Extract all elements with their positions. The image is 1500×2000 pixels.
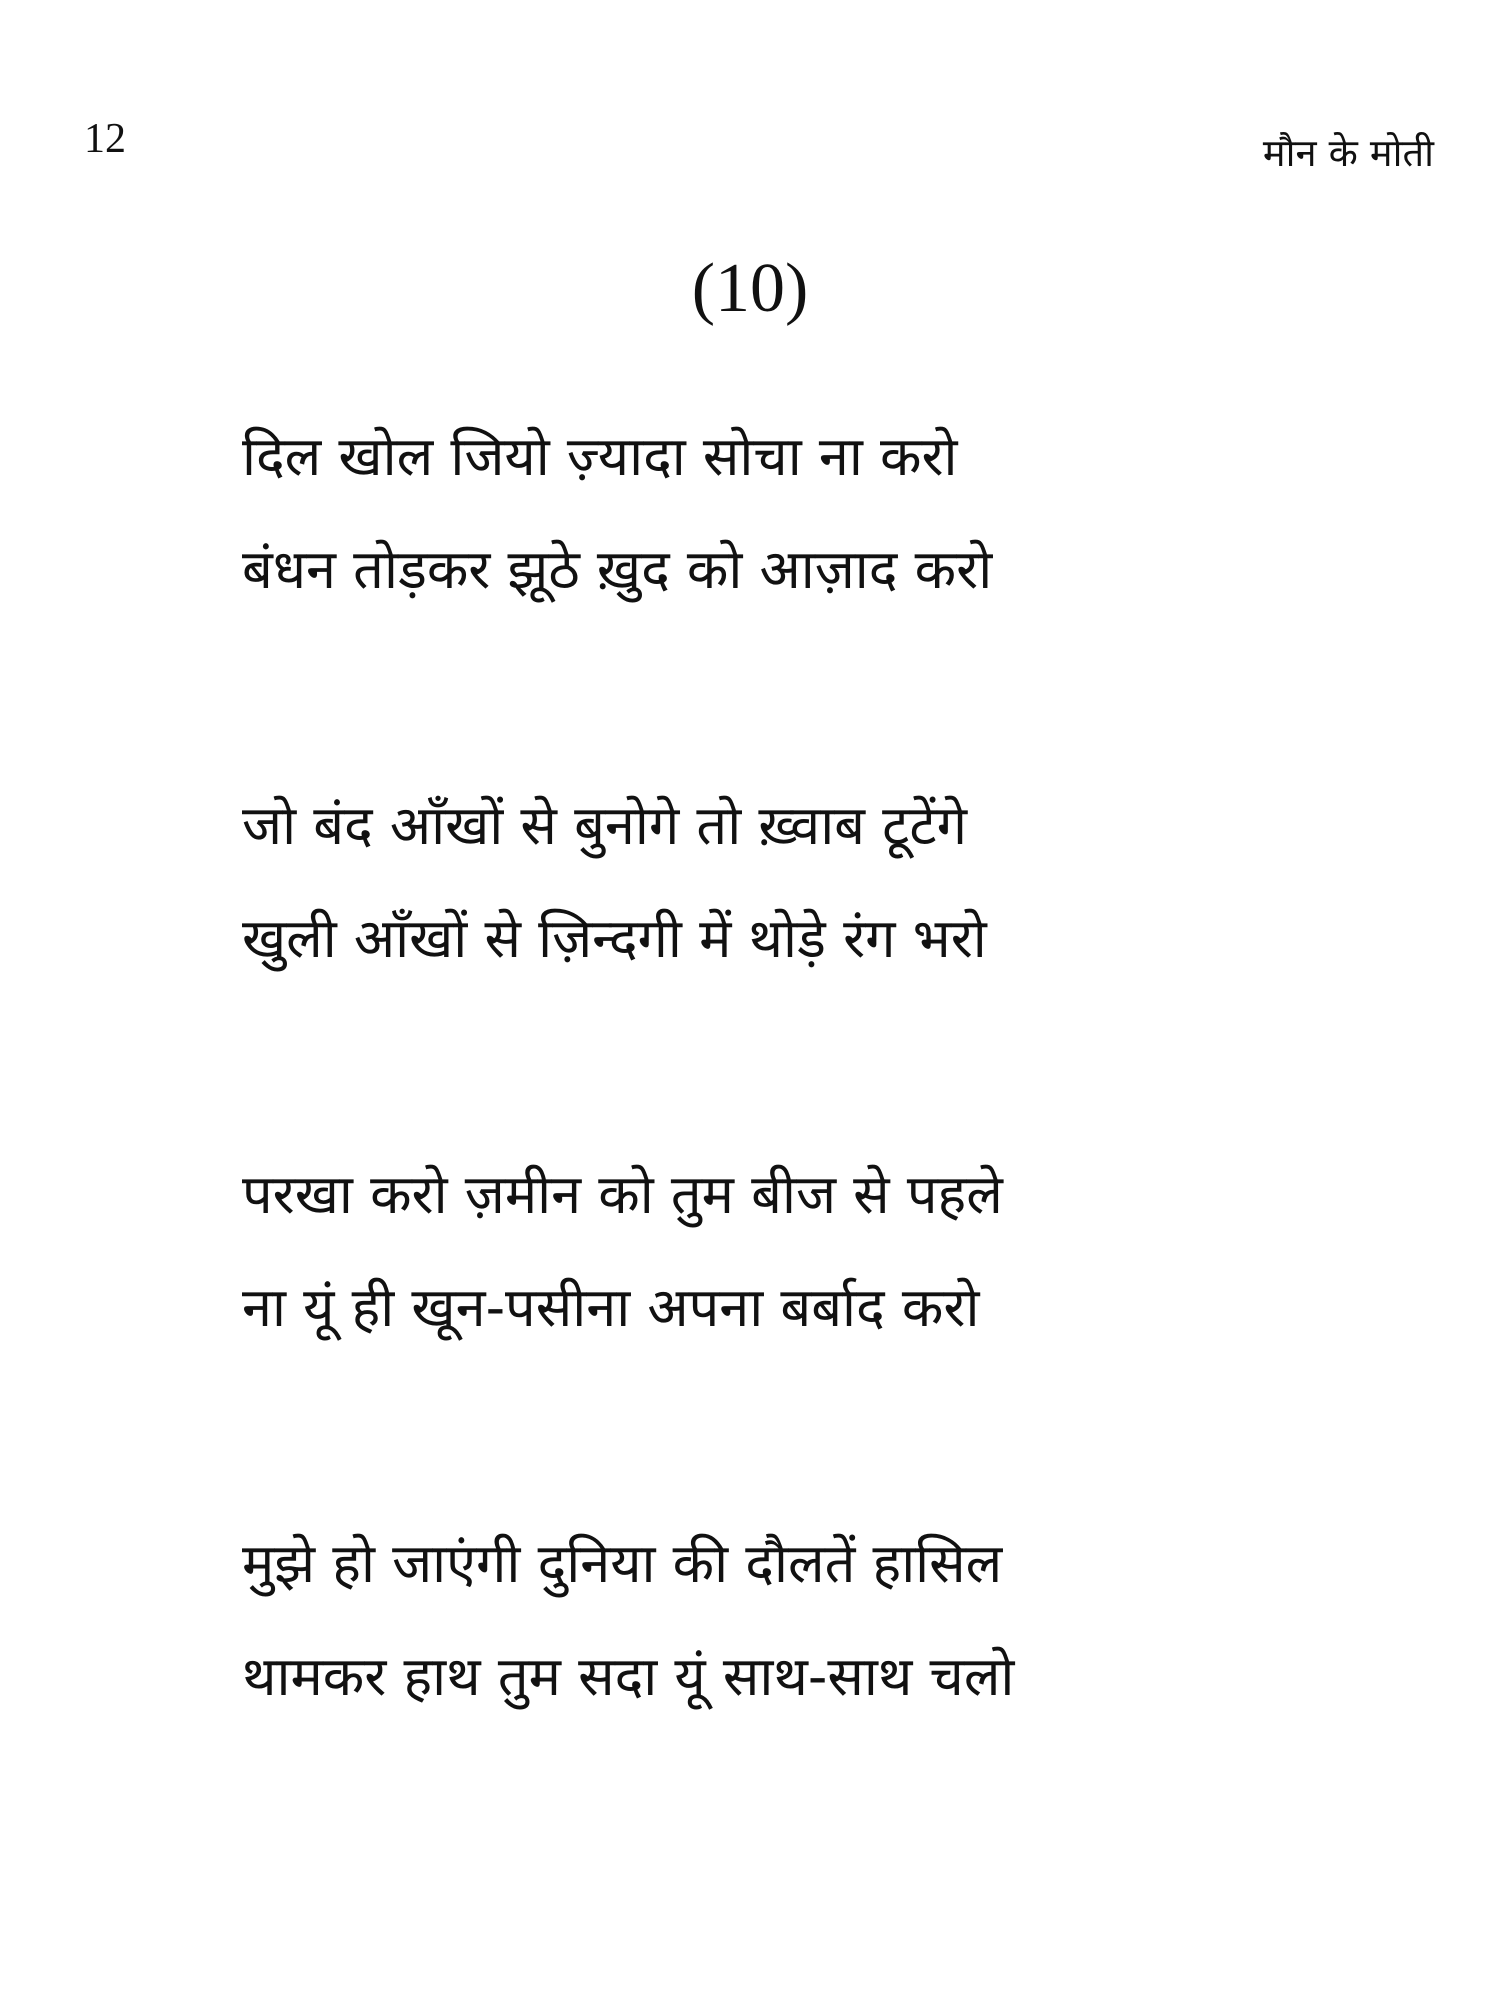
poem-line: मुझे हो जाएंगी दुनिया की दौलतें हासिल xyxy=(242,1532,1003,1595)
stanza xyxy=(242,781,1392,1007)
poem-line: खुली आँखों से ज़िन्दगी में थोड़े रंग भरो xyxy=(242,907,987,970)
page-number: 12 xyxy=(84,116,126,162)
poem-number: (10) xyxy=(691,250,809,327)
poem-line: बंधन तोड़कर झूठे ख़ुद को आज़ाद करो xyxy=(242,538,993,601)
poem-line: ना यूं ही खून-पसीना अपना बर्बाद करो xyxy=(242,1276,980,1339)
stanza xyxy=(242,412,1392,638)
stanza xyxy=(242,1519,1392,1745)
stanza xyxy=(242,1150,1392,1376)
running-title: मौन के मोती xyxy=(1262,131,1434,175)
poem-body xyxy=(242,412,1392,1888)
poem-line: थामकर हाथ तुम सदा यूं साथ-साथ चलो xyxy=(242,1645,1015,1708)
poem-line: परखा करो ज़मीन को तुम बीज से पहले xyxy=(242,1163,1003,1226)
poem-line: दिल खोल जियो ज़्यादा सोचा ना करो xyxy=(242,425,958,488)
poem-line: जो बंद आँखों से बुनोगे तो ख़्वाब टूटेंगे xyxy=(242,794,968,857)
